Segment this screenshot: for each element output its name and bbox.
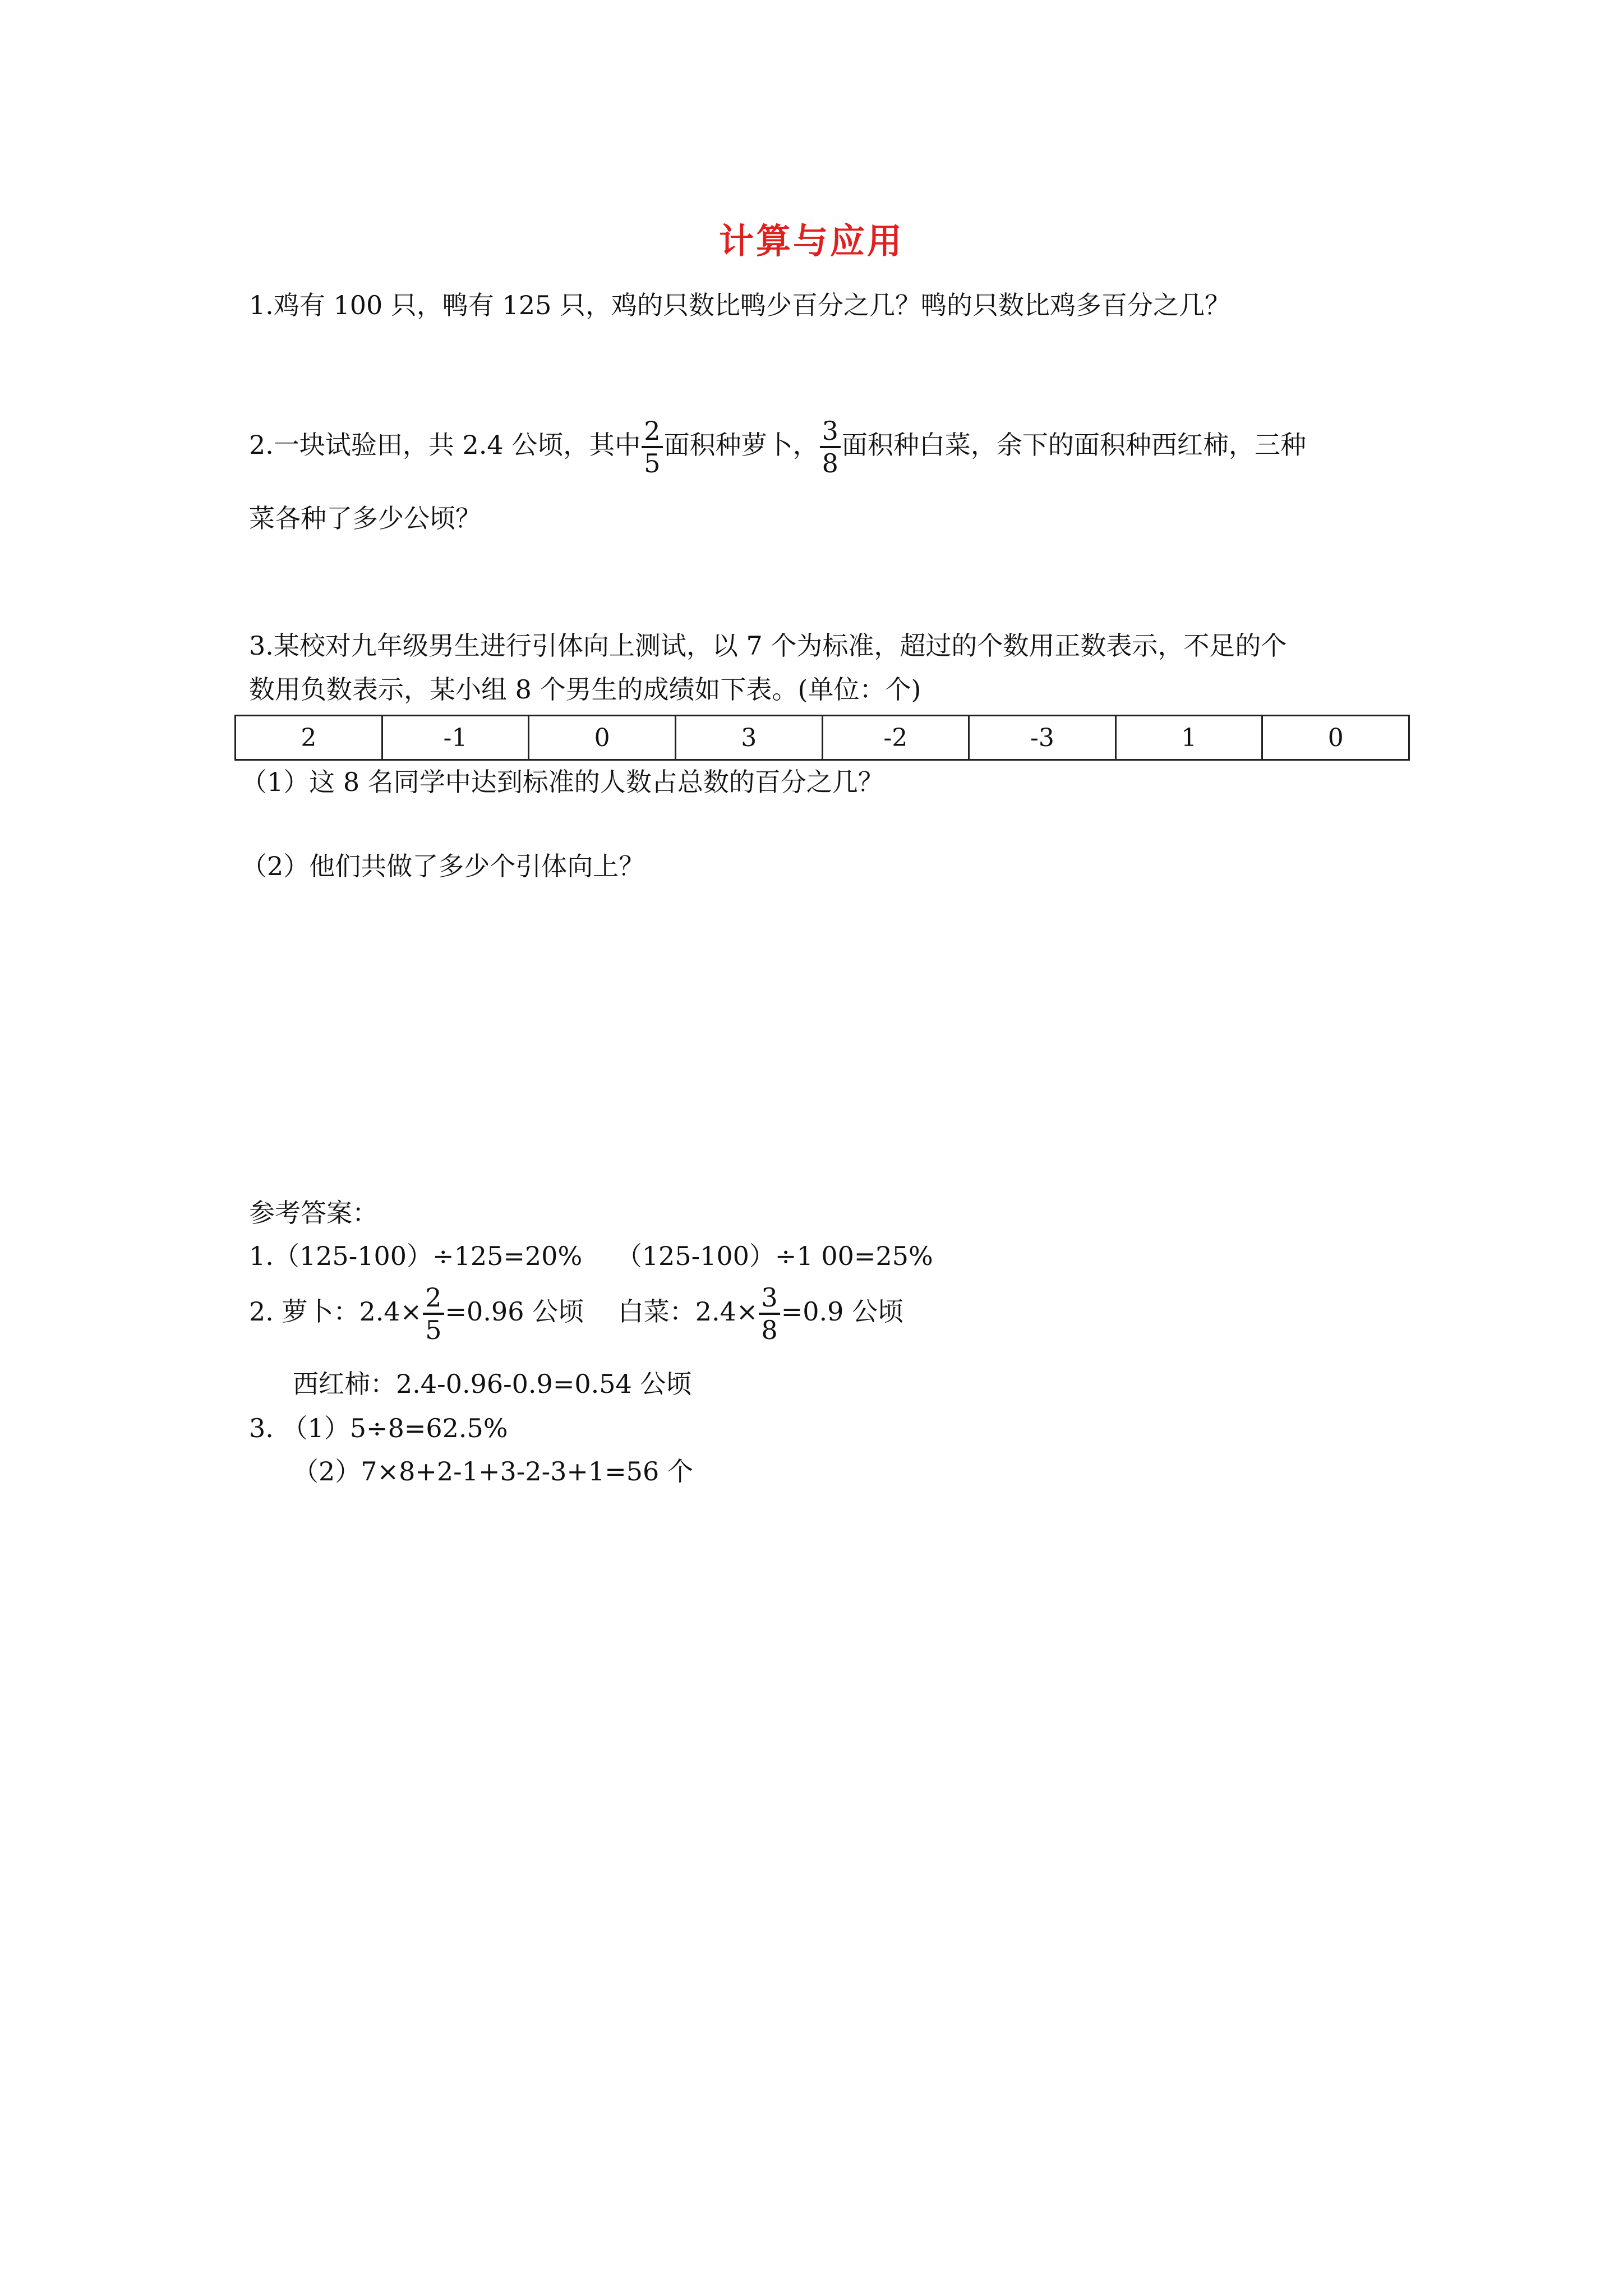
question-2-text-c: 面积种白菜，余下的面积种西红柿，三种 xyxy=(841,430,1306,460)
answer-2-text-1: 2. 萝卜：2.4× xyxy=(249,1296,422,1327)
answer-2-text-2: =0.96 公顷 白菜：2.4× xyxy=(445,1296,758,1327)
question-3-sub-2: （2）他们共做了多少个引体向上？ xyxy=(241,851,645,881)
answer-3-part-1: 3. （1）5÷8=62.5% xyxy=(249,1413,508,1443)
answer-2-line-2: 西红柿：2.4-0.96-0.9=0.54 公顷 xyxy=(293,1369,692,1399)
table-cell: 0 xyxy=(529,716,676,760)
table-row xyxy=(236,716,1409,760)
fraction-numerator: 3 xyxy=(761,1282,778,1313)
table-cell: 0 xyxy=(1262,716,1409,760)
question-2-line-2: 菜各种了多少公顷？ xyxy=(249,503,481,533)
question-1: 1.鸡有 100 只，鸭有 125 只，鸡的只数比鸭少百分之几？鸭的只数比鸡多百分之几？ xyxy=(249,290,1230,320)
fraction-two-fifths xyxy=(423,1282,444,1345)
table-cell: 3 xyxy=(675,716,822,760)
scores-table xyxy=(234,715,1410,761)
question-2-text-b: 面积种萝卜， xyxy=(663,430,819,460)
fraction-numerator: 2 xyxy=(644,416,661,446)
fraction-three-eighths xyxy=(759,1282,780,1345)
table-cell: 2 xyxy=(236,716,382,760)
fraction-numerator: 3 xyxy=(822,416,838,446)
fraction-denominator: 5 xyxy=(642,446,662,476)
answer-1: 1.（125-100）÷125=20% （125-100）÷1 00=25% xyxy=(249,1241,933,1271)
table-cell: 1 xyxy=(1115,716,1262,760)
table-cell: -3 xyxy=(969,716,1116,760)
page-title: 计算与应用 xyxy=(718,220,904,261)
fraction-three-eighths xyxy=(820,418,841,476)
fraction-denominator: 8 xyxy=(820,446,841,476)
question-2-text-a: 2.一块试验田，共 2.4 公顷，其中 xyxy=(249,430,641,460)
table-cell: -2 xyxy=(822,716,969,760)
fraction-numerator: 2 xyxy=(425,1282,442,1313)
question-3-line-1: 3.某校对九年级男生进行引体向上测试，以 7 个为标准，超过的个数用正数表示，不足的个 xyxy=(249,631,1287,661)
answer-3-part-2: （2）7×8+2-1+3-2-3+1=56 个 xyxy=(293,1456,693,1487)
answer-2-text-3: =0.9 公顷 xyxy=(781,1296,904,1327)
table-cell: -1 xyxy=(382,716,529,760)
question-3-line-2: 数用负数表示，某小组 8 个男生的成绩如下表。(单位：个) xyxy=(249,674,921,705)
question-2-line-1 xyxy=(249,418,1306,476)
answer-2-line-1 xyxy=(249,1282,904,1345)
question-3-sub-1: （1）这 8 名同学中达到标准的人数占总数的百分之几？ xyxy=(241,767,884,797)
fraction-denominator: 8 xyxy=(759,1313,780,1343)
answers-heading: 参考答案： xyxy=(249,1198,378,1228)
fraction-denominator: 5 xyxy=(423,1313,444,1343)
fraction-two-fifths xyxy=(642,418,662,476)
